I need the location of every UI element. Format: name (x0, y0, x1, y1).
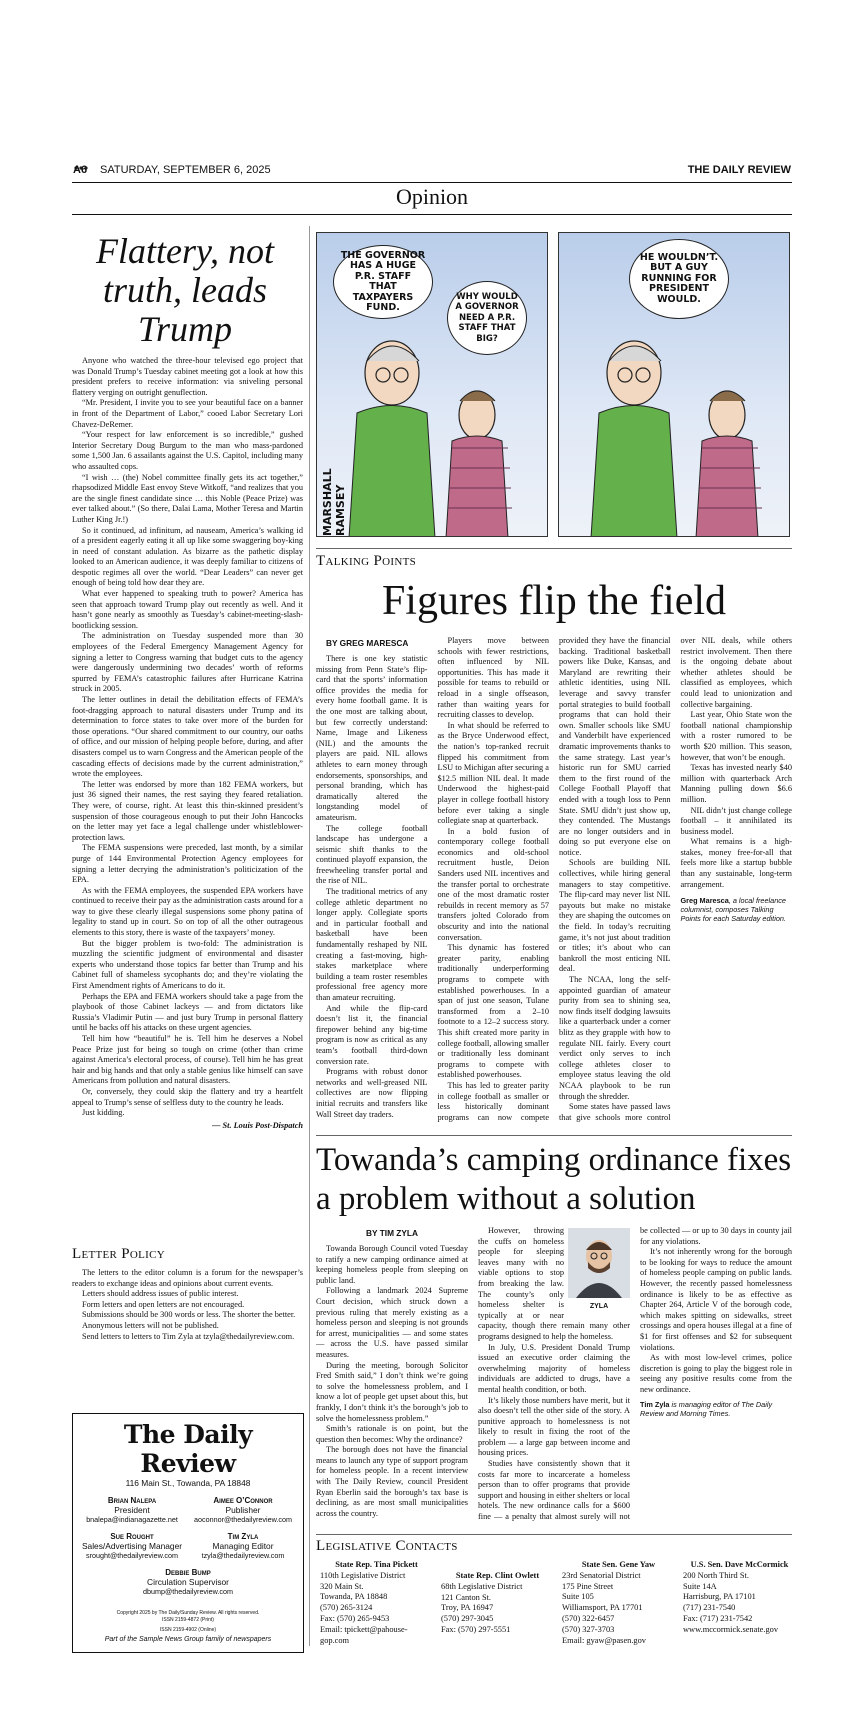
byline: BY TIM ZYLA (366, 1228, 418, 1238)
editorial-paragraph: Perhaps the EPA and FEMA workers should take a page from the playbook of those Cabinet lackeys — and from dictators like Russia’s Vladimir Putin — and just bury Trump in personal flattery until he backs off his attacks on these urgent agencies. (72, 991, 303, 1033)
policy-line: Anonymous letters will not be published. (82, 1320, 219, 1330)
speech-bubble: HE WOULDN’T. BUT A GUY RUNNING FOR PRESIDENT WOULD. (629, 239, 729, 319)
byline: BY GREG MARESCA (326, 638, 409, 648)
section-rule (72, 214, 792, 215)
editorial-paragraph: Anyone who watched the three-hour televised ego project that was Donald Trump’s Tuesday cabinet meeting got a look at how this president prefers to receive information: via sniveling personal flattery verging on outright genuflection. (72, 356, 303, 397)
publication-name: THE DAILY REVIEW (687, 164, 791, 176)
article-paragraph: Programs with robust donor networks and well-greased NIL collectives are now flipping initial recruits and transfers like Wall Street day traders. (316, 1067, 428, 1119)
article-paragraph: Schools are building NIL collectives, while hiring general managers to stay competitive. The flip-card may never list NIL payouts but make no mistake they are shaping the outcomes on the field. In today’s recruiting game, it’s not just about tradition or titles; it’s about who can bankroll the most enticing NIL deal. (559, 858, 671, 974)
article-paragraph: Following a landmark 2024 Supreme Court decision, which struck down a previous ruling that merely existing as a homeless person and sleeping is not grounds for arrest, municipalities — and some states — across the U.S. have passed similar measures. (316, 1286, 468, 1359)
staff-email: aoconnor@thedailyreview.com (194, 1515, 292, 1524)
editorial-paragraph: What ever happened to speaking truth to power? America has seen that approach toward Trump play out recently as well. And it hasn’t gone nearly as smoothly as Tuesday’s cabinet-meeting-slash-bootlicking session. (72, 589, 303, 630)
article-paragraph: The college football landscape has undergone a seismic shift thanks to the continued playoff expansion, the freewheeling transfer portal and the rise of NIL. (316, 823, 428, 886)
contact-line: 110th Legislative District (320, 1570, 406, 1580)
masthead-name: The Daily Review (123, 1420, 253, 1478)
contact-line: (570) 265-3124 (320, 1603, 373, 1613)
editorial-paragraph: “Mr. President, I invite you to see your beautiful face on a banner in front of the Department of Labor,” cooed Labor Secretary Lori Chavez-DeRemer. (72, 398, 303, 429)
header-rule (72, 182, 792, 183)
staff-role: Publisher (225, 1505, 261, 1515)
policy-line: Submissions should be 300 words or less. The shorter the better. (82, 1310, 296, 1320)
copyright-notice: Copyright 2025 by The Daily/Sunday Review. All rights reserved. (116, 1610, 260, 1616)
contact-line: Fax: (570) 265-9453 (320, 1613, 390, 1623)
article-paragraph: The traditional metrics of any college athletic department no longer apply. Collegiate sports and in particular football and basketball have been fundamentally reshaped by NIL creating a fast-moving, high-stakes marketplace where building a team roster resembles professional free agency more than amateur recruiting. (316, 887, 428, 1002)
contact-line: (570) 327-3703 (562, 1624, 615, 1634)
talking-points-kicker: Talking Points (316, 553, 417, 569)
article-paragraph: As with most low-level crimes, police discretion is going to play the biggest role in seeing any positive results come from the new ordinance. (640, 1353, 792, 1394)
staff-email: tzyla@thedailyreview.com (201, 1551, 285, 1560)
author-signature (640, 1400, 792, 1418)
contact-name: State Rep. Tina Pickett (335, 1560, 418, 1569)
staff-name: Aimee O’Connor (213, 1496, 273, 1505)
contact-line: Troy, PA 16947 (441, 1603, 494, 1613)
contact-card (683, 1560, 796, 1646)
contact-line: 121 Canton St. (441, 1592, 492, 1602)
photo-caption: ZYLA (589, 1303, 609, 1310)
towanda-rule (316, 1135, 792, 1136)
columnist-portrait (568, 1228, 630, 1298)
section-title: Opinion (395, 184, 469, 209)
article-paragraph: Smith’s rationale is on point, but the question then becomes: Why the ordinance? (316, 1424, 468, 1444)
staff-email: srought@thedailyreview.com (86, 1551, 178, 1560)
staff-role: Circulation Supervisor (147, 1577, 229, 1587)
editorial-paragraph: The administration on Tuesday suspended more than 30 employees of the Federal Emergency Management Agency for signing a letter to Congress warning that budget cuts to the agency were dangerously undermining two decades’ worth of reforms spurred by FEMA’s catastrophic failures after Hurricane Katrina struck in 2005. (72, 631, 303, 694)
editorial-paragraph: Or, conversely, they could skip the flattery and try a heartfelt appeal to Trump’s sense of selfless duty to the country he leads. (72, 1086, 303, 1107)
editorial-paragraph: Tell him how “beautiful” he is. Tell him he deserves a Nobel Peace Prize just for being so tough on crime (other than crime against America’s electoral process, of course). Tell him he has great hair and big hands and that only a stable genius like himself can save Americans from pollution and natural disasters. (72, 1034, 303, 1086)
contact-line: (570) 297-3045 (441, 1614, 494, 1624)
contact-line: 175 Pine Street (562, 1581, 614, 1591)
contact-line: 200 North Third St. (683, 1570, 749, 1580)
contact-email[interactable]: Email: tpickett@pahouse-gop.com (320, 1624, 408, 1645)
staff-role: President (114, 1505, 150, 1515)
contact-link[interactable]: www.mccormick.senate.gov (683, 1624, 779, 1634)
contact-line: Harrisburg, PA 17101 (683, 1592, 756, 1602)
staff-role: Managing Editor (212, 1541, 274, 1551)
editorial-headline: Flattery, not truth, leads Trump (96, 231, 274, 349)
contact-line: Fax: (717) 231-7542 (683, 1613, 753, 1623)
talking-points-headline: Figures flip the field (381, 578, 727, 624)
editorial-paragraph: The FEMA suspensions were preceded, last month, by a similar purge of 144 Environmental Protection Agency employees for signing a letter decrying the administration’s politicization of the EPA. (72, 843, 303, 885)
article-paragraph: What remains is a high-stakes, money free-for-all that feels more like a startup bubble than any sustainable, long-term arrangement. (680, 837, 792, 889)
staff-email: bnalepa@indianagazette.net (86, 1515, 178, 1524)
policy-line: The letters to the editor column is a forum for the newspaper’s readers to exchange ideas and opinions about current events. (72, 1268, 303, 1288)
staff-name: Tim Zyla (227, 1532, 259, 1541)
contact-card (441, 1571, 554, 1646)
article-paragraph: In a bold fusion of contemporary college football economics and old-school recruitment hustle, Deion Sanders used NIL incentives and the transfer portal to orchestrate one of the most dramatic roster rebuilds in recent memory as 57 transfers jolted Colorado from obscurity and into the national conversation. (437, 826, 549, 942)
issue-date: SATURDAY, SEPTEMBER 6, 2025 (100, 164, 271, 176)
contact-name: State Rep. Clint Owlett (455, 1571, 540, 1580)
staff-name: Debbie Bump (165, 1568, 211, 1577)
cartoonist-signature: MARSHALL RAMSEY (321, 468, 347, 536)
letter-policy-title: Letter Policy (72, 1246, 165, 1262)
editorial-body (72, 356, 303, 1236)
article-paragraph: Players move between schools with fewer restrictions, often influenced by NIL opportunities. This has made it possible for teams to rebuild or reload in a single offseason, rather than waiting years for recruiting classes to develop. (437, 636, 549, 720)
article-paragraph: Towanda Borough Council voted Tuesday to ratify a new camping ordinance aimed at keeping homeless people from sleeping on public land. (316, 1244, 468, 1285)
editorial-paragraph: “Your respect for law enforcement is so incredible,” gushed Interior Secretary Doug Burgum to the man who mass-pardoned some 1,500 Jan. 6 assailants against the U.S. Capitol, including many who assaulted cops. (72, 430, 303, 471)
page-flag-dots (74, 157, 92, 161)
staff-name: Sue Rought (110, 1532, 154, 1541)
article-paragraph: And while the flip-card doesn’t list it, the financial firepower behind any big-time program is now as critical as any team’s football third-down conversion rate. (316, 1003, 428, 1066)
editorial-paragraph: So it continued, ad infinitum, ad nauseam, America’s walking id of a president eagerly eating it all up like some swaggering boy-king in need of constant adulation. As bizarre as the pathetic display looked to an American audience, it was deeply familiar to citizens of despotic regimes all over the world. “Dear Leaders” can never get enough of being told how dear they are. (72, 525, 303, 588)
editorial-cartoon-panel-right (558, 232, 790, 537)
article-paragraph: In what should be referred to as the Bryce Underwood effect, the nation’s top-ranked recruit flipped his commitment from LSU to Michigan after securing a $12.5 million NIL deal. It made Underwood the highest-paid player in college football history before ever taking a single collegiate snap at quarterback. (437, 720, 549, 826)
article-paragraph: During the meeting, borough Solicitor Fred Smith said,” I don’t think we’re going to solve the homelessness problem, and I know a lot of people get upset about this, but frankly, I don’t think it’s the borough’s job to solve the homelessness problem.” (316, 1360, 468, 1423)
speech-bubble: THE GOVERNOR HAS A HUGE P.R. STAFF THAT TAXPAYERS FUND. (333, 245, 433, 319)
article-paragraph: However, throwing the cuffs on homeless people for sleeping leaves many with no viable options to stop from breaking the law. The county’s only homeless shelter is typically at or near capacity, though there remain many other programs designed to help the homeless. (478, 1226, 630, 1341)
contact-line: (717) 231-7540 (683, 1603, 736, 1613)
contact-line: Suite 105 (562, 1592, 594, 1602)
signature-name: Tim Zyla (640, 1399, 670, 1409)
signature-text: is managing editor of The Daily Review and Morning Times. (640, 1399, 773, 1418)
contacts-rule (316, 1534, 792, 1535)
contact-line: Towanda, PA 18848 (320, 1592, 388, 1602)
contact-line: 320 Main St. (320, 1581, 364, 1591)
staff-email: dbump@thedailyreview.com (143, 1587, 233, 1596)
contact-name: U.S. Sen. Dave McCormick (690, 1560, 789, 1569)
author-signature (681, 896, 793, 923)
issn-print: ISSN 2159-4872 (Print) (162, 1617, 214, 1623)
contact-line: 23rd Senatorial District (562, 1570, 641, 1580)
contact-card (562, 1560, 675, 1646)
article-paragraph: This dynamic has fostered greater parity, enabling traditionally underperforming programs to compete with established powerhouses. In a span of just one season, Tulane transformed from a 2–10 footnote to a 12–2 success story. This shift created more parity in college football, allowing smaller or traditionally less dominant programs to compete with established powerhouses. (437, 943, 550, 1080)
contact-name: State Sen. Gene Yaw (581, 1560, 656, 1569)
article-paragraph: It’s not inherently wrong for the borough to be looking for ways to reduce the amount of homeless people camping on public lands. However, the recently passed homelessness ordinance is likely to be as effective as Chapter 264, Article V of the borough code, which makes spitting on sidewalks, street crossings and opera houses illegal at a fine of $1 for first offenses and $2 for subsequent violations. (640, 1247, 792, 1352)
speech-bubble: WHY WOULD A GOVERNOR NEED A P.R. STAFF THAT BIG? (447, 281, 527, 355)
policy-line: Send letters to letters to Tim Zyla at tzyla@thedailyreview.com. (82, 1331, 295, 1341)
contact-card (320, 1560, 433, 1646)
talking-points-body (316, 636, 792, 1126)
talking-points-rule (316, 548, 792, 549)
editorial-paragraph: But the bigger problem is two-fold: The administration is muzzling the scientific judgment of environmental and disaster experts who understand those topics far better than Trump and his Cabinet full of shameless sycophants do; and they’re violating the First Amendment rights of Americans to do it. (72, 938, 303, 991)
masthead-box (72, 1413, 304, 1653)
article-paragraph: Studies have consistently shown that it costs far more to incarcerate a homeless person than to offer programs that provide support and housing in either shelters or local hotels. The new ordinance calls for a $600 fine — a penalty that almost surely will not be collected — or up to 30 days in county jail for any violations. (478, 1226, 792, 1522)
contact-line: Williamsport, PA 17701 (562, 1603, 643, 1613)
letter-policy-body (72, 1268, 303, 1408)
family-note: Part of the Sample News Group family of newspapers (104, 1636, 272, 1643)
contact-line: 68th Legislative District (441, 1581, 523, 1591)
contact-line: Fax: (570) 297-5551 (441, 1624, 511, 1634)
editorial-paragraph: “I wish … (the) Nobel committee finally gets its act together,” rhapsodized Middle East envoy Steve Witkoff, “and realizes that you are the single finest candidate since … this Noble (Peace Prize) was ever talked about.” (So there, Dalai Lama, Mother Teresa and Martin Luther King Jr.!) (72, 472, 303, 524)
contacts-grid (320, 1560, 796, 1646)
towanda-body (316, 1226, 792, 1526)
article-paragraph: There is one key statistic missing from Penn State’s flip-card that the sports’ information office provides the media for every home football game. It is the one most are talking about, but few correctly understand: Name, Image and Likeness (NIL) and the amounts the players are paid. NIL allows athletes to earn money through endorsements, sponsorships, and personal branding, which has dramatically altered the longstanding model of amateurism. (316, 654, 428, 822)
article-paragraph: Some states have passed laws that give schools more control over NIL deals, while others restrict involvement. Then there is the ongoing debate about whether athletes should be classified as employees, which could lead to unionization and collective bargaining. (559, 636, 792, 1122)
editorial-cartoon-panel-left (316, 232, 548, 537)
contact-line: (570) 322-6457 (562, 1613, 615, 1623)
columnist-photo (568, 1228, 630, 1310)
contact-email[interactable]: Email: gyaw@pasen.gov (562, 1635, 646, 1645)
signature-name: Greg Maresca (680, 896, 729, 906)
contacts-title: Legislative Contacts (316, 1538, 458, 1554)
article-paragraph: It’s likely those numbers have merit, but it also doesn’t tell the other side of the story. A punitive approach to homelessness is not likely to result in fixing the root of the problem — a large gap between income and housing prices. (478, 1395, 630, 1458)
editorial-paragraph: Just kidding. (82, 1108, 125, 1118)
editorial-paragraph: As with the FEMA employees, the suspended EPA workers have continued to receive their pay as the administration casts around for a way to give these clearly illegal suspensions some phony patina of legality to stand up in court. So on top of all the other outrageous elements to this story, there is waste of the taxpayers’ money. (72, 885, 303, 938)
article-paragraph: Last year, Ohio State won the football national championship with a roster rumored to be worth $20 million. This season, however, that won’t be enough. (680, 710, 792, 762)
column-divider (309, 226, 310, 1646)
editorial-source: — St. Louis Post-Dispatch (212, 1120, 303, 1130)
article-paragraph: The borough does not have the financial means to launch any type of support program for homeless people. In a recent interview with The Daily Review, council President Ryan Eberlin said the borough’s tax base is declining, as are most small municipalities across the country. (316, 1445, 468, 1518)
signature-text: , a local freelance columnist, composes Talking Points for each Saturday edition. (680, 896, 786, 924)
editorial-paragraph: The letter outlines in detail the debilitation effects of FEMA’s foot-dragging approach to natural disasters under Trump and its determination to force states to take over more of the burden for those operations. “Our shared commitment to our country, our oaths of office, and our mission of helping people before, during, and after disasters compel us to warn Congress and the American people of the cascading effects of decisions made by the current administration,” wrote the employees. (72, 695, 303, 779)
article-paragraph: This has led to greater parity in college football as smaller or less historically dominant programs can now compete provided they have the financial backing. Traditional basketball powers like Duke, Kansas, and Maryland are rewriting their athletic identities, using NIL leverage and savvy transfer portal strategies to build football programs that can hold their own. Smaller schools like SMU and Vanderbilt have experienced dramatic improvements thanks to the same strategy. Last year’s historic run for SMU carried them to the first round of the College Football Playoff that ended with a tough loss to Penn State. SMU didn’t just show up, they contended. The Mustangs are no longer outsiders and in doing so put everyone else on notice. (437, 636, 671, 1122)
article-paragraph: In July, U.S. President Donald Trump issued an executive order claiming the overwhelming majority of homeless individuals are addicted to drugs, have a mental health condition, or both. (478, 1342, 630, 1394)
page-number: A6 (73, 164, 88, 176)
article-paragraph: NIL didn’t just change college football – it annihilated its business model. (680, 805, 792, 836)
article-paragraph: The NCAA, long the self-appointed guardian of amateur purity from sea to shining sea, now finds itself dodging lawsuits like a quarterback under a corner blitz as they grapple with how to regulate NIL fairly. Every court verdict only serves to inch college athletes closer to employee status leaving the old NCAA playbook to be run through the shredder. (559, 975, 671, 1101)
policy-line: Letters should address issues of public interest. (82, 1289, 239, 1299)
staff-role: Sales/Advertising Manager (81, 1541, 183, 1551)
masthead-address: 116 Main St., Towanda, PA 18848 (125, 1478, 251, 1488)
towanda-headline: Towanda’s camping ordinance fixes a problem without a solution (316, 1142, 792, 1217)
policy-line: Form letters and open letters are not encouraged. (82, 1299, 245, 1309)
contact-line: Suite 14A (683, 1581, 717, 1591)
editorial-paragraph: The letter was endorsed by more than 182 FEMA workers, but just 36 signed their names, the rest saying they feared retaliation. They were, of course, right. At least this thin-skinned president’s suspension of those courageous enough to put their John Hancocks on the letter may yet face a legal challenge under whistleblower-protection laws. (72, 779, 303, 842)
staff-name: Brian Nalepa (107, 1496, 157, 1505)
article-paragraph: Texas has invested nearly $40 million with quarterback Arch Manning pulling down $6.6 million. (680, 763, 792, 804)
issn-online: ISSN 2159-4902 (Online) (159, 1627, 217, 1633)
